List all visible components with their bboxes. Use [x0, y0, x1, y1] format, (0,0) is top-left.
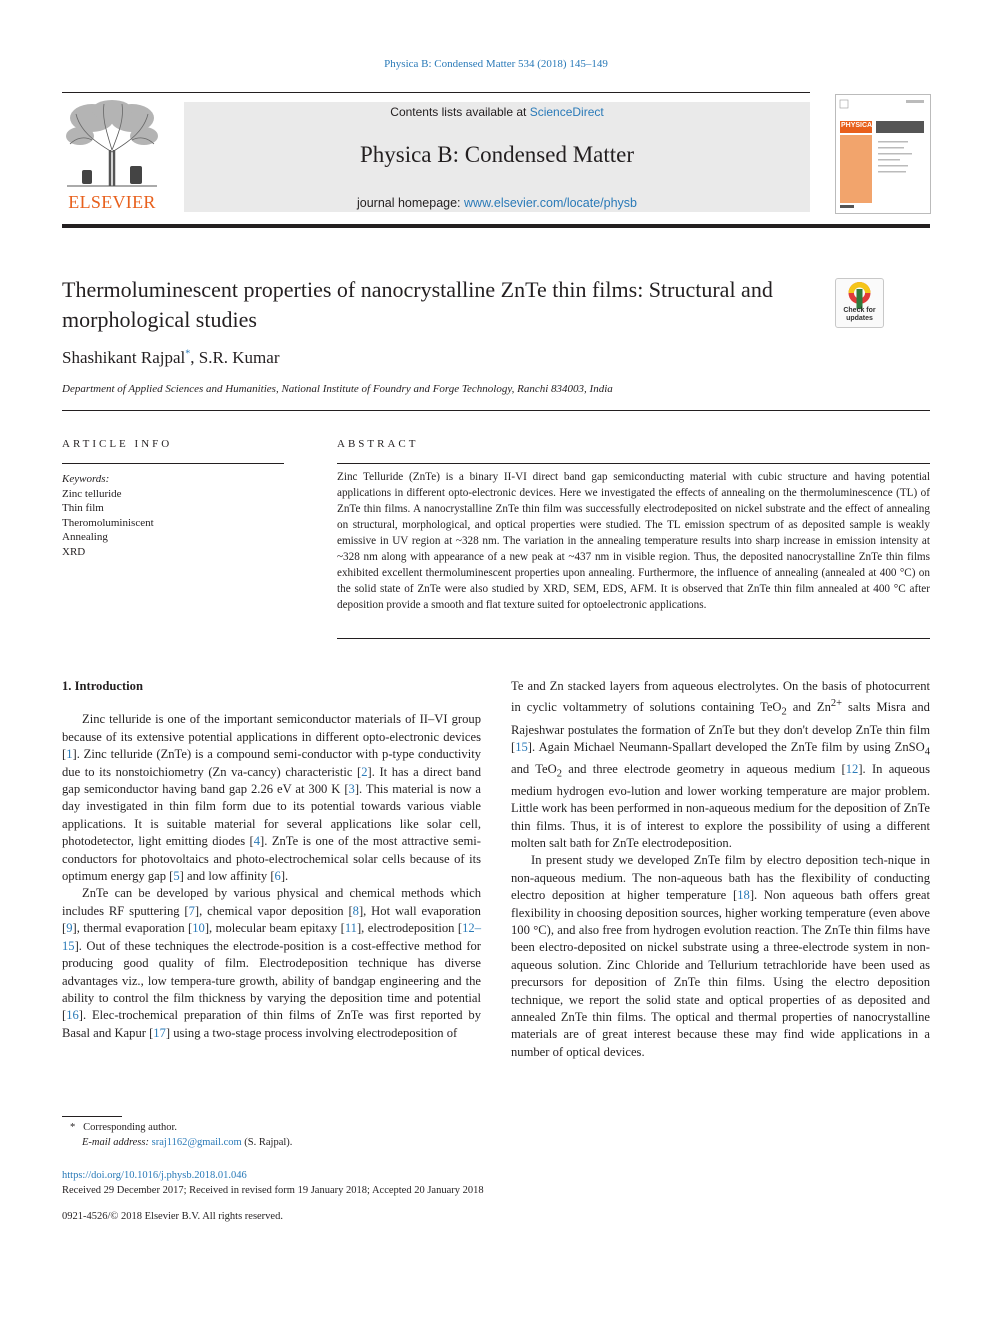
- reference-link[interactable]: 4: [253, 834, 261, 849]
- crossmark-label-line1: Check for: [843, 307, 876, 314]
- reference-link[interactable]: 15: [515, 739, 528, 754]
- received-dates: Received 29 December 2017; Received in revised form 19 January 2018; Accepted 20 January 2018: [62, 1185, 484, 1196]
- abstract-rule: [337, 463, 930, 464]
- doi-link[interactable]: https://doi.org/10.1016/j.physb.2018.01.046: [62, 1170, 247, 1181]
- keyword-item: Annealing: [62, 531, 108, 543]
- reference-link[interactable]: 12–15: [62, 921, 481, 953]
- body-paragraph: ZnTe can be developed by various physical and chemical methods which includes RF sputtering [7], chemical vapor deposition [8], Hot wall evaporation [9], thermal evaporation [10], molecular beam epitaxy [11], electrodeposition [12–15]. Out of these techniques the electrode-position is a cost-effective method for producing good quality of film. Electrodeposition technique has diverse advantages viz., low tempera-ture growth, ability of bandgap engineering and the ability to control the film thickness by varying the deposition time and potential [16]. Elec-trochemical preparation of thin films of ZnTe was first reported by Basal and Kapur [17] using a two-stage process involving electrodeposition of: [62, 886, 481, 1040]
- reference-link[interactable]: 11: [344, 921, 357, 936]
- abstract-text: Zinc Telluride (ZnTe) is a binary II-VI direct band gap semiconducting material with cubic structure and having potential applications in different opto-electronic devices. Here we investigated the effects of annealing on the thermoluminescence (TL) of ZnTe thin films. A nanocrystalline ZnTe thin film was successfully electrodeposited on nickel substrate and the effect of annealing on structural, morphological, and optical properties were studied. The TL emission spectrum of as deposited sample is weakly emissive in UV region at ~328 nm. The variation in the annealing temperature results into sharp increase in emission intensity at ~328 nm along with appearance of a new peak at ~437 nm in visible region. Thus, the deposited nanocrystalline ZnTe thin films exhibited excellent thermoluminescent properties upon annealing. Furthermore, the influence of annealing (annealed at 400 °C) on the solid state of ZnTe were also studied by XRD, SEM, EDS, AFM. It is observed that ZnTe thin film annealed at 400 °C after deposition provide a smooth and flat texture suited for optoelectronic applications.: [337, 471, 930, 611]
- author-separator: ,: [190, 348, 199, 367]
- abstract-bottom-rule: [337, 638, 930, 639]
- section-rule: [62, 410, 930, 411]
- body-column-right: [511, 678, 930, 1061]
- journal-cover-thumbnail[interactable]: [835, 94, 931, 214]
- keywords-label: Keywords:: [62, 473, 110, 485]
- keyword-item: Thin film: [62, 502, 104, 514]
- footnote: [62, 1120, 292, 1150]
- author-2[interactable]: S.R. Kumar: [198, 348, 280, 367]
- corresponding-author-mark[interactable]: *: [185, 348, 191, 360]
- header-rule-thin: [62, 92, 810, 93]
- reference-link[interactable]: 2: [361, 764, 368, 779]
- crossmark-icon: [836, 279, 883, 309]
- reference-link[interactable]: 18: [737, 888, 750, 903]
- section-heading-introduction: 1. Introduction: [62, 679, 143, 693]
- homepage-prefix: journal homepage:: [356, 196, 465, 210]
- article-history: [62, 1168, 484, 1198]
- keywords-list: [62, 472, 154, 559]
- reference-link[interactable]: 17: [153, 1025, 166, 1040]
- sciencedirect-link[interactable]: ScienceDirect: [529, 105, 604, 119]
- header-rule-thick: [62, 224, 930, 228]
- reference-link[interactable]: 16: [66, 1008, 79, 1023]
- keyword-item: Zinc telluride: [62, 487, 122, 500]
- homepage-link[interactable]: www.elsevier.com/locate/physb: [464, 196, 638, 210]
- crossmark-label: [836, 307, 883, 323]
- abstract-heading: ABSTRACT: [337, 438, 419, 450]
- body-paragraph: Te and Zn stacked layers from aqueous electrolytes. On the basis of photocurrent in cyclic voltammetry of solutions containing TeO$_2$ and $Zn^{2+}$ salts Misra and Rajeshwar postulates the formation of ZnTe but they don't develop ZnTe thin film [15]. Again Michael Neumann-Spallart developed the ZnTe film by using ZnSO$_4$ and TeO$_2$ and three electrode geometry in aqueous medium [12]. In aqueous medium hydrogen evo-lution and lower working temperature are major problem. Little work has been performed in non-aqueous medium for the deposition of ZnTe thin films. Thus, it is of interest to explore the possibility of using a different molten salt bath for ZnTe electrodeposition.: [511, 679, 930, 850]
- article-title: Thermoluminescent properties of nanocrystalline ZnTe thin films: Structural and morphological studies: [62, 277, 773, 332]
- elsevier-logo: [62, 100, 162, 213]
- author-1[interactable]: Shashikant Rajpal: [62, 348, 186, 367]
- journal-homepage: [184, 196, 810, 210]
- reference-link[interactable]: 8: [352, 903, 359, 918]
- keyword-item: Theromoluminiscent: [62, 516, 154, 529]
- crossmark-label-line2: updates: [846, 315, 873, 322]
- article-info-rule: [62, 463, 284, 464]
- footnote-line-2: [62, 1135, 292, 1150]
- footnote-line-1: [62, 1120, 292, 1135]
- check-for-updates-badge[interactable]: [835, 278, 884, 328]
- reference-link[interactable]: 10: [192, 921, 205, 936]
- reference-link[interactable]: 7: [188, 903, 195, 918]
- elsevier-tree-icon: [62, 100, 162, 188]
- reference-link[interactable]: 12: [845, 761, 859, 776]
- article-info-heading: ARTICLE INFO: [62, 438, 173, 450]
- body-paragraph: In present study we developed ZnTe film by electro deposition tech-nique in non-aqueous medium. The non-aqueous bath has the flexibility of conducting electro deposition at higher temperature [18]. Non aqueous bath offers great flexibility in choosing deposition sources, higher working temperature (even above 100 °C), and also free from hydrogen evolution reaction. The ZnTe thin films have been electro-deposited on nickel substrate using a three-electrode system in non-aqueous solution. Zinc Chloride and Tellurium tetrachloride have been used as precursors for deposition of ZnTe thin films. Using the electro deposition technique, we report the solid state and optical properties of as deposited and annealed ZnTe thin films. The optical and thermal properties of nanocrystalline materials are of great interest because these may find wide applications in a number of optical devices.: [511, 853, 930, 1059]
- journal-masthead: [184, 102, 810, 212]
- footnote-rule: [62, 1116, 122, 1117]
- reference-link[interactable]: 5: [173, 869, 180, 884]
- footnote-mark: *: [70, 1122, 76, 1133]
- elsevier-wordmark: ELSEVIER: [68, 192, 156, 212]
- contents-line: [184, 105, 810, 119]
- reference-link[interactable]: 1: [66, 747, 73, 762]
- reference-link[interactable]: 6: [274, 869, 281, 884]
- body-column-left: [62, 678, 481, 1042]
- footnote-text: Corresponding author.: [83, 1122, 178, 1133]
- email-label: E-mail address:: [82, 1137, 152, 1148]
- keyword-item: XRD: [62, 545, 86, 558]
- contents-prefix: Contents lists available at: [390, 105, 530, 119]
- body-paragraph: Zinc telluride is one of the important semiconductor materials of II–VI group because of its extensive potential applications in different opto-electronic devices [1]. Zinc telluride (ZnTe) is a compound semi-conductor with p-type conductivity due to its nonstoichiometry (Zn va-cancy) characteristic [2]. It has a direct band gap semiconductor having band gap 2.26 eV at 300 K [3]. This material is now a day investigated in thin film form due to its potential towards various viable applications. It is suitable material for several applications like solar cell, photodetector, light emitting diodes [4]. ZnTe is one of the most attractive semi-conductors for photovoltaics and photo-electrochemical solar cells because of its optimum energy gap [5] and low affinity [6].: [62, 712, 481, 884]
- email-suffix: (S. Rajpal).: [241, 1137, 293, 1148]
- journal-name: Physica B: Condensed Matter: [359, 142, 635, 167]
- copyright-notice: 0921-4526/© 2018 Elsevier B.V. All rights reserved.: [62, 1211, 283, 1222]
- reference-link[interactable]: 3: [348, 782, 355, 797]
- email-link[interactable]: sraj1162@gmail.com: [151, 1137, 242, 1148]
- journal-citation[interactable]: Physica B: Condensed Matter 534 (2018) 145–149: [384, 58, 608, 70]
- cover-label: PHYSICA: [841, 122, 873, 129]
- reference-link[interactable]: 9: [66, 921, 73, 936]
- affiliation: Department of Applied Sciences and Humanities, National Institute of Foundry and Forge Technology, Ranchi 834003, India: [62, 383, 613, 395]
- author-list: [62, 348, 279, 368]
